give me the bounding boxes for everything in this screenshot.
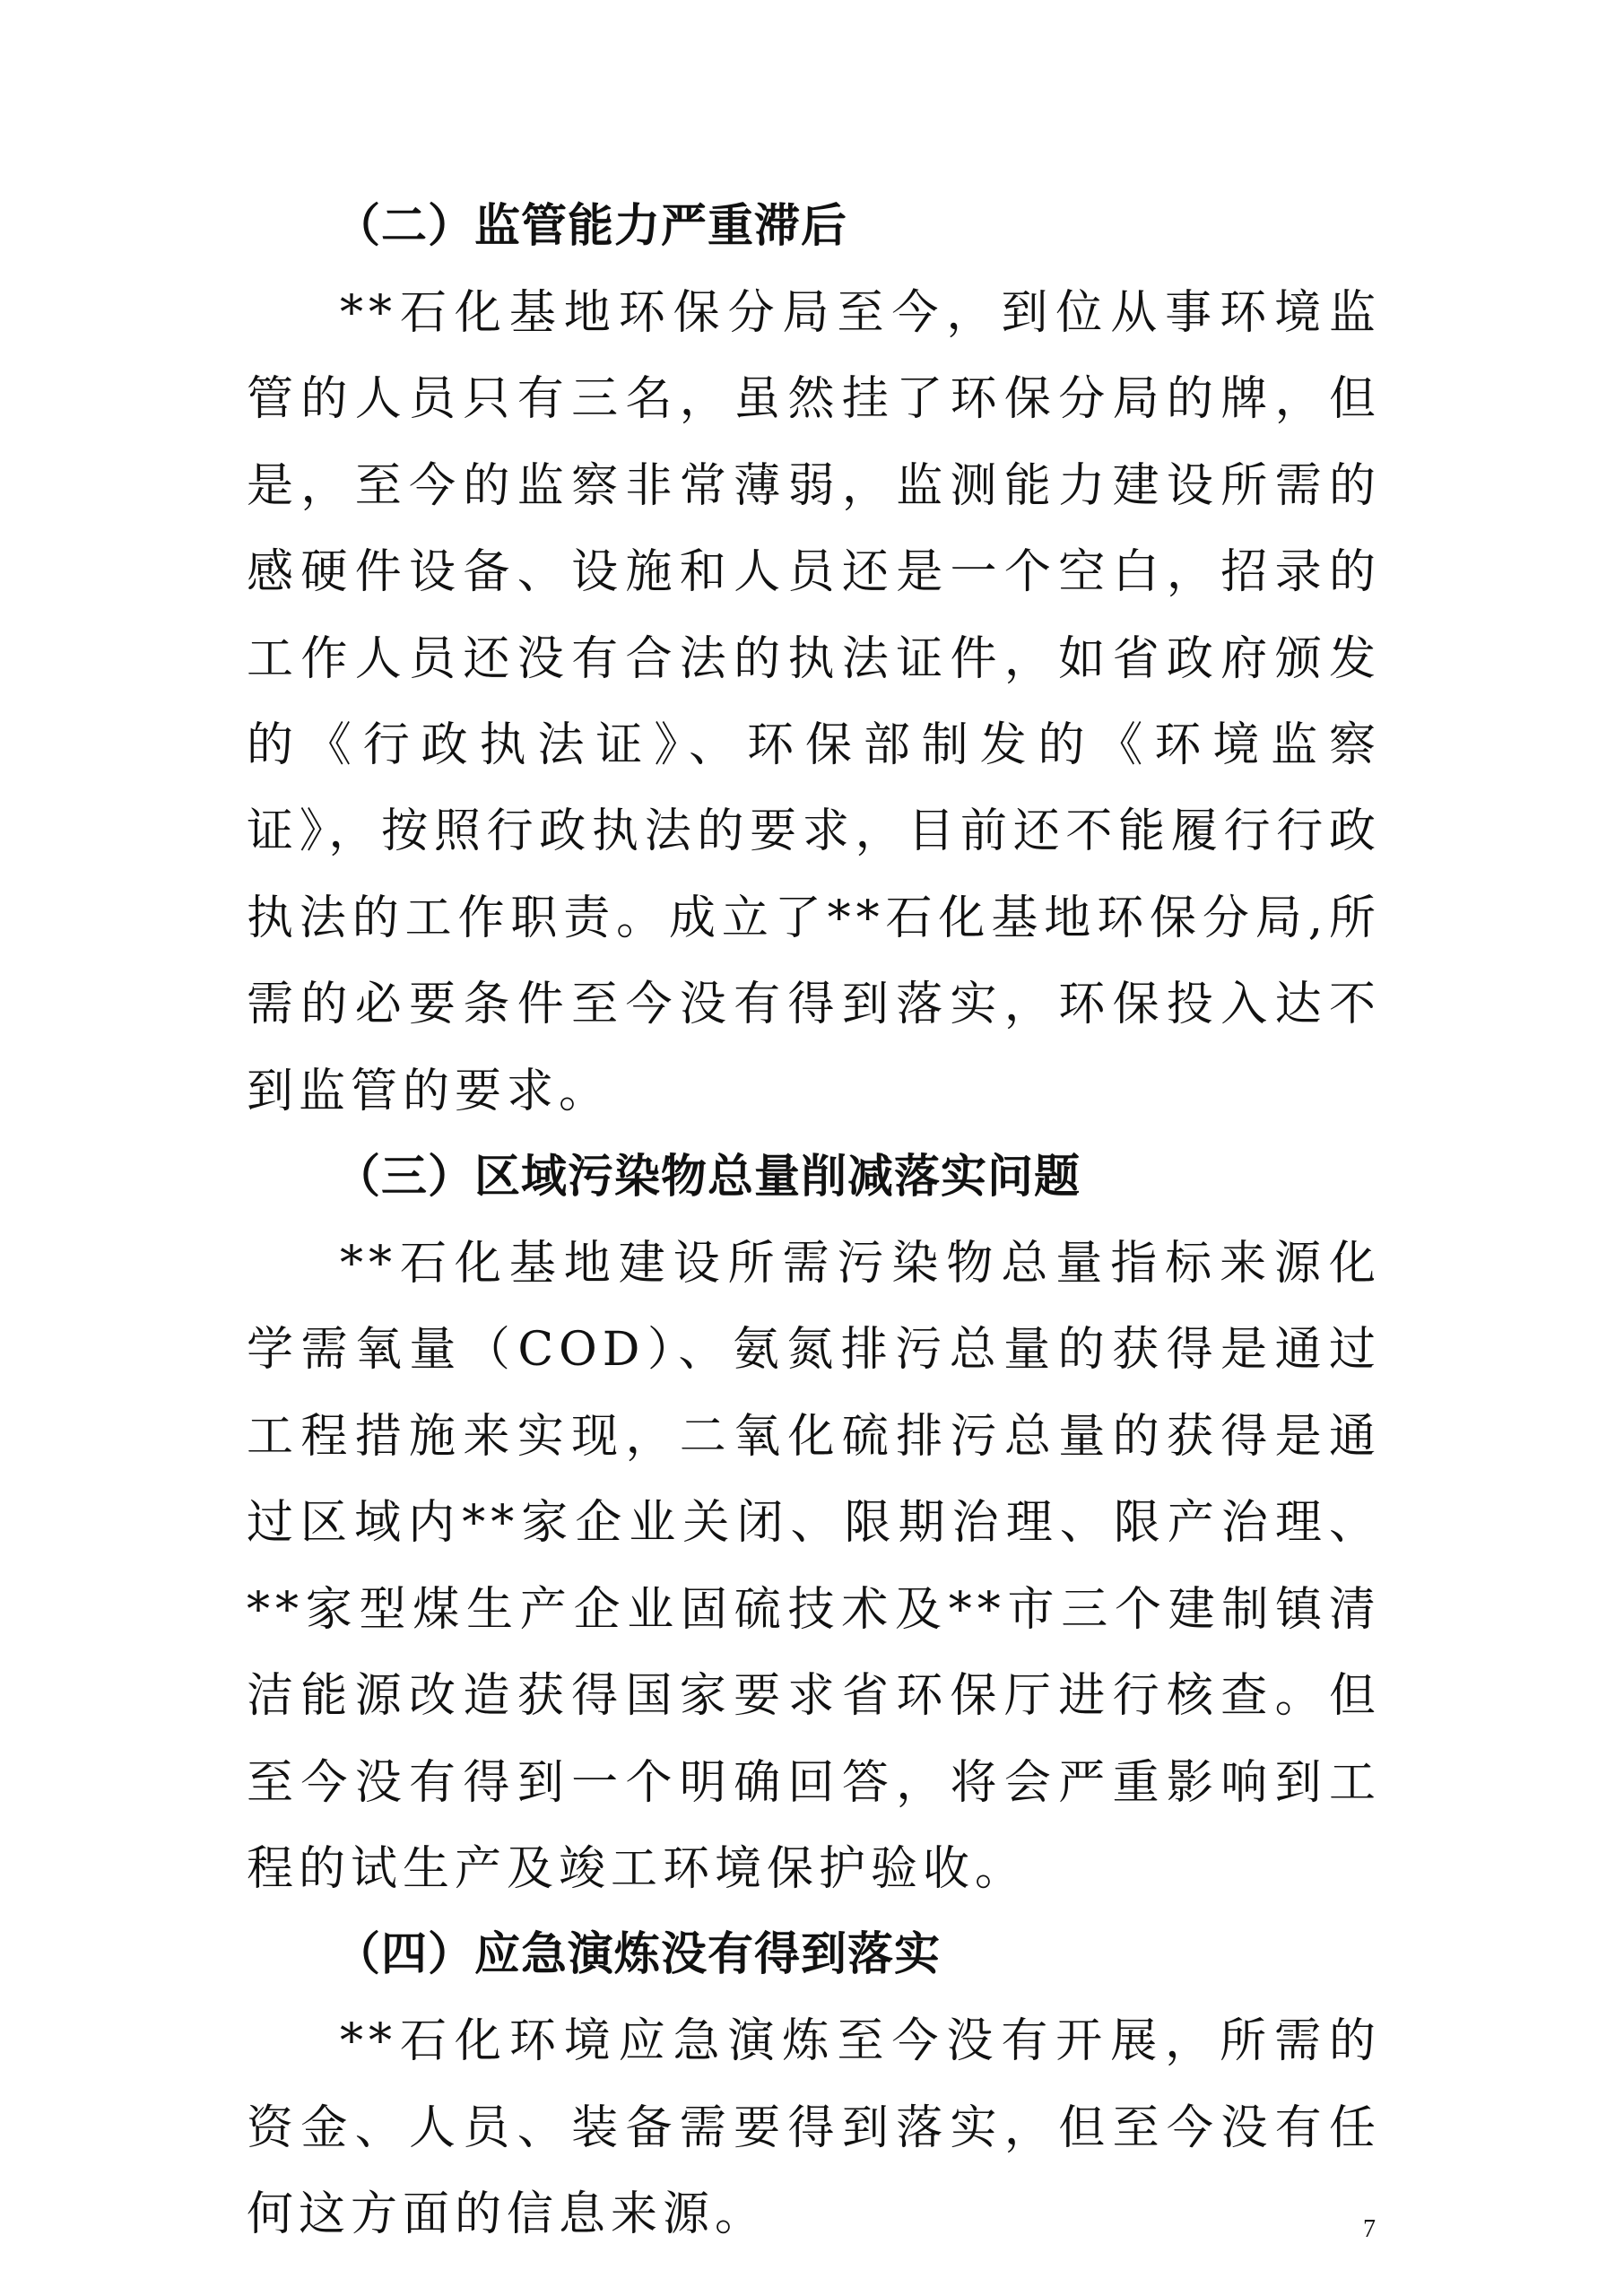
document-body (247, 184, 1381, 2258)
section-heading: （二）监管能力严重滞后 (334, 200, 848, 253)
section-paragraph: **石化环境应急演炼至今没有开展，所需的资金、人员、装备需要得到落实，但至今没有任何这方面的信息来源。 (247, 2014, 1381, 2242)
page-number: 7 (1363, 2215, 1376, 2243)
section-2 (247, 184, 1381, 1135)
section-3 (247, 1135, 1381, 1912)
section-heading: （三）区域污染物总量削减落实问题 (334, 1151, 1081, 1205)
section-4 (247, 1912, 1381, 2257)
section-paragraph: **石化基地建设所需污染物总量指标来源化学需氧量（COD）、氨氮排污总量的获得是通过工程措施来实现，二氧化硫排污总量的获得是通过区域内**家企业关闭、限期治理、限产治理、**家型煤生产企业固硫技术及**市三个建制镇清洁能源改造获得国家要求省环保厅进行核查。但至今没有得到一个明确回答，将会严重影响到工程的试生产及竣工环境保护验收。 (247, 1237, 1381, 1896)
section-heading: （四）应急演炼没有得到落实 (334, 1928, 942, 1982)
section-paragraph: **石化基地环保分局至今，到位从事环境监管的人员只有三名，虽然挂了环保分局的牌，但是，至今的监察非常薄弱，监测能力建设所需的感硬件设备、设施和人员还是一个空白，招录的工作人员还没有合法的执法证件，如省政府颁发的《行政执法证》、环保部制发的《环境监察证》，按照行政执法的要求，目前还不能履行行政执法的工作职责。成立了**石化基地环保分局,所需的必要条件至今没有得到落实，环保投入达不到监管的要求。 (247, 286, 1381, 1118)
